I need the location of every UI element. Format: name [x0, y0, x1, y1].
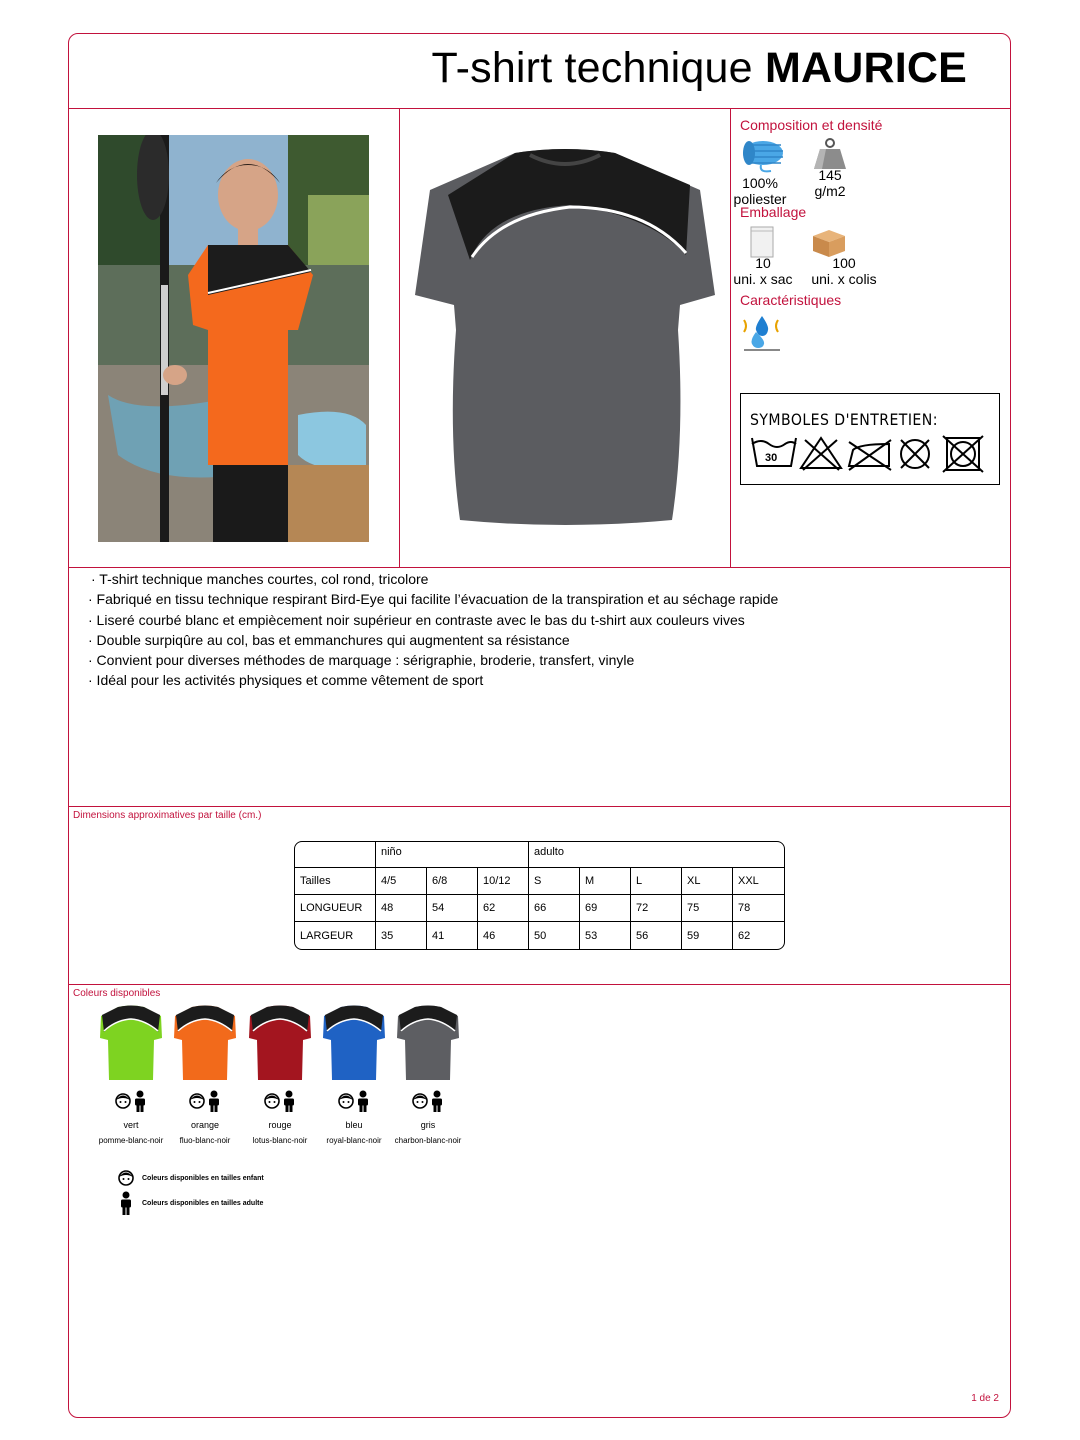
child-icon	[118, 1168, 134, 1188]
bag-icon	[750, 226, 774, 258]
legend-child-text: Coleurs disponibles en tailles enfant	[142, 1174, 264, 1182]
tshirt-icon	[98, 1004, 164, 1082]
bag-unit: uni. x sac	[733, 271, 793, 287]
wash-30-icon	[752, 438, 796, 466]
box-count: 100	[832, 255, 856, 271]
table-cell: 72	[631, 895, 682, 922]
colors-title: Coleurs disponibles	[73, 988, 161, 999]
table-cell: 4/5	[376, 868, 427, 895]
composition-percent: 100%	[742, 175, 778, 191]
table-cell: 62	[738, 929, 751, 942]
no-bleach-icon	[801, 438, 841, 470]
product-image	[410, 145, 720, 530]
group-adult: adulto	[529, 842, 784, 868]
size-table	[294, 841, 785, 950]
packaging-heading: Emballage	[740, 204, 807, 220]
table-cell: 50	[529, 922, 580, 949]
table-cell: S	[529, 868, 580, 895]
color-swatch	[165, 1004, 245, 1145]
yarn-spool-icon	[741, 139, 787, 173]
table-cell: 59	[682, 922, 733, 949]
table-cell: XL	[682, 868, 733, 895]
table-cell: 48	[376, 895, 427, 922]
group-child: niño	[376, 842, 529, 868]
feature-item: · Convient pour diverses méthodes de marquage : sérigraphie, broderie, transfert, vinyle	[88, 652, 635, 669]
feature-item: · Liseré courbé blanc et empiècement noir supérieur en contraste avec le bas du t-shirt aux couleurs vives	[88, 611, 745, 628]
color-swatch	[388, 1004, 468, 1145]
legend-child	[118, 1168, 264, 1188]
density-value	[808, 167, 852, 199]
box-quantity	[808, 255, 880, 287]
table-cell	[295, 842, 376, 868]
feature-item: · Fabriqué en tissu technique respirant Bird-Eye qui facilite l’évacuation de la transpiration et au séchage rapide	[88, 591, 779, 608]
table-cell: M	[580, 868, 631, 895]
size-availability-icon	[114, 1090, 148, 1112]
table-cell: 54	[427, 895, 478, 922]
composition-heading: Composition et densité	[740, 117, 883, 133]
color-name: rouge	[268, 1120, 292, 1130]
table-cell: 66	[529, 895, 580, 922]
box-unit: uni. x colis	[811, 271, 877, 287]
table-cell: L	[631, 868, 682, 895]
divider	[68, 806, 1011, 807]
no-tumble-dry-icon	[943, 436, 983, 472]
table-row	[295, 922, 784, 949]
divider	[68, 984, 1011, 985]
row-label: LONGUEUR	[295, 895, 376, 922]
breathable-quick-dry-icon	[740, 312, 784, 352]
wash-temperature: 30	[765, 452, 778, 464]
divider	[730, 108, 731, 567]
page-number: 1 de 2	[971, 1393, 999, 1404]
table-cell: 56	[631, 922, 682, 949]
table-row	[295, 842, 784, 868]
model-photo	[98, 135, 369, 542]
color-name: orange	[190, 1120, 220, 1130]
table-cell: XXL	[733, 868, 784, 895]
bag-count: 10	[755, 255, 771, 271]
table-cell: 6/8	[427, 868, 478, 895]
composition-material: poliester	[733, 191, 787, 207]
tshirt-icon	[247, 1004, 313, 1082]
adult-icon	[118, 1191, 134, 1215]
features-heading: Caractéristiques	[740, 292, 842, 308]
size-availability-icon	[411, 1090, 445, 1112]
color-variant: royal-blanc-noir	[326, 1136, 382, 1145]
box-icon	[811, 228, 847, 258]
table-cell: 35	[376, 922, 427, 949]
features-list	[88, 569, 778, 691]
product-name: MAURICE	[764, 44, 967, 92]
color-variant: lotus-blanc-noir	[252, 1136, 308, 1145]
color-variant: fluo-blanc-noir	[179, 1136, 231, 1145]
size-availability-icon	[188, 1090, 222, 1112]
tshirt-icon	[321, 1004, 387, 1082]
care-title: SYMBOLES D'ENTRETIEN:	[750, 410, 938, 429]
page-title	[432, 44, 968, 93]
table-cell: 53	[580, 922, 631, 949]
divider	[68, 108, 1011, 109]
color-name: vert	[123, 1120, 139, 1130]
feature-item: · T-shirt technique manches courtes, col rond, tricolore	[91, 571, 429, 587]
color-name: bleu	[345, 1120, 363, 1130]
tshirt-icon	[395, 1004, 461, 1082]
legend-adult-text: Coleurs disponibles en tailles adulte	[142, 1199, 264, 1207]
table-cell: 62	[478, 895, 529, 922]
table-cell: 10/12	[478, 868, 529, 895]
feature-item: · Double surpiqûre au col, bas et emmanchures qui augmentent sa résistance	[88, 631, 570, 648]
table-cell: 78	[733, 895, 784, 922]
color-name: gris	[420, 1120, 436, 1130]
color-swatch	[91, 1004, 171, 1145]
table-row	[295, 868, 784, 895]
color-variant: pomme-blanc-noir	[98, 1136, 164, 1145]
composition-value	[732, 175, 788, 207]
bag-quantity	[732, 255, 794, 287]
size-availability-icon	[337, 1090, 371, 1112]
table-cell: 41	[427, 922, 478, 949]
color-variant: charbon-blanc-noir	[394, 1136, 462, 1145]
density-unit: g/m2	[814, 183, 846, 199]
care-symbols-box	[740, 393, 1000, 485]
color-swatch	[314, 1004, 394, 1145]
no-dry-clean-icon	[901, 440, 929, 468]
no-iron-icon	[849, 440, 891, 470]
table-cell: 46	[478, 922, 529, 949]
tshirt-icon	[172, 1004, 238, 1082]
divider	[399, 108, 400, 567]
table-cell: 69	[580, 895, 631, 922]
density-number: 145	[818, 167, 842, 183]
feature-item: · Idéal pour les activités physiques et comme vêtement de sport	[88, 672, 484, 689]
row-label: Tailles	[295, 868, 376, 895]
table-row	[295, 895, 784, 922]
row-label: LARGEUR	[295, 922, 376, 949]
table-cell: 75	[682, 895, 733, 922]
dimensions-title: Dimensions approximatives par taille (cm.)	[73, 810, 262, 821]
legend-adult	[118, 1191, 263, 1215]
size-availability-icon	[263, 1090, 297, 1112]
divider	[68, 567, 1011, 568]
color-swatch	[240, 1004, 320, 1145]
title-prefix: T-shirt technique	[431, 44, 753, 92]
